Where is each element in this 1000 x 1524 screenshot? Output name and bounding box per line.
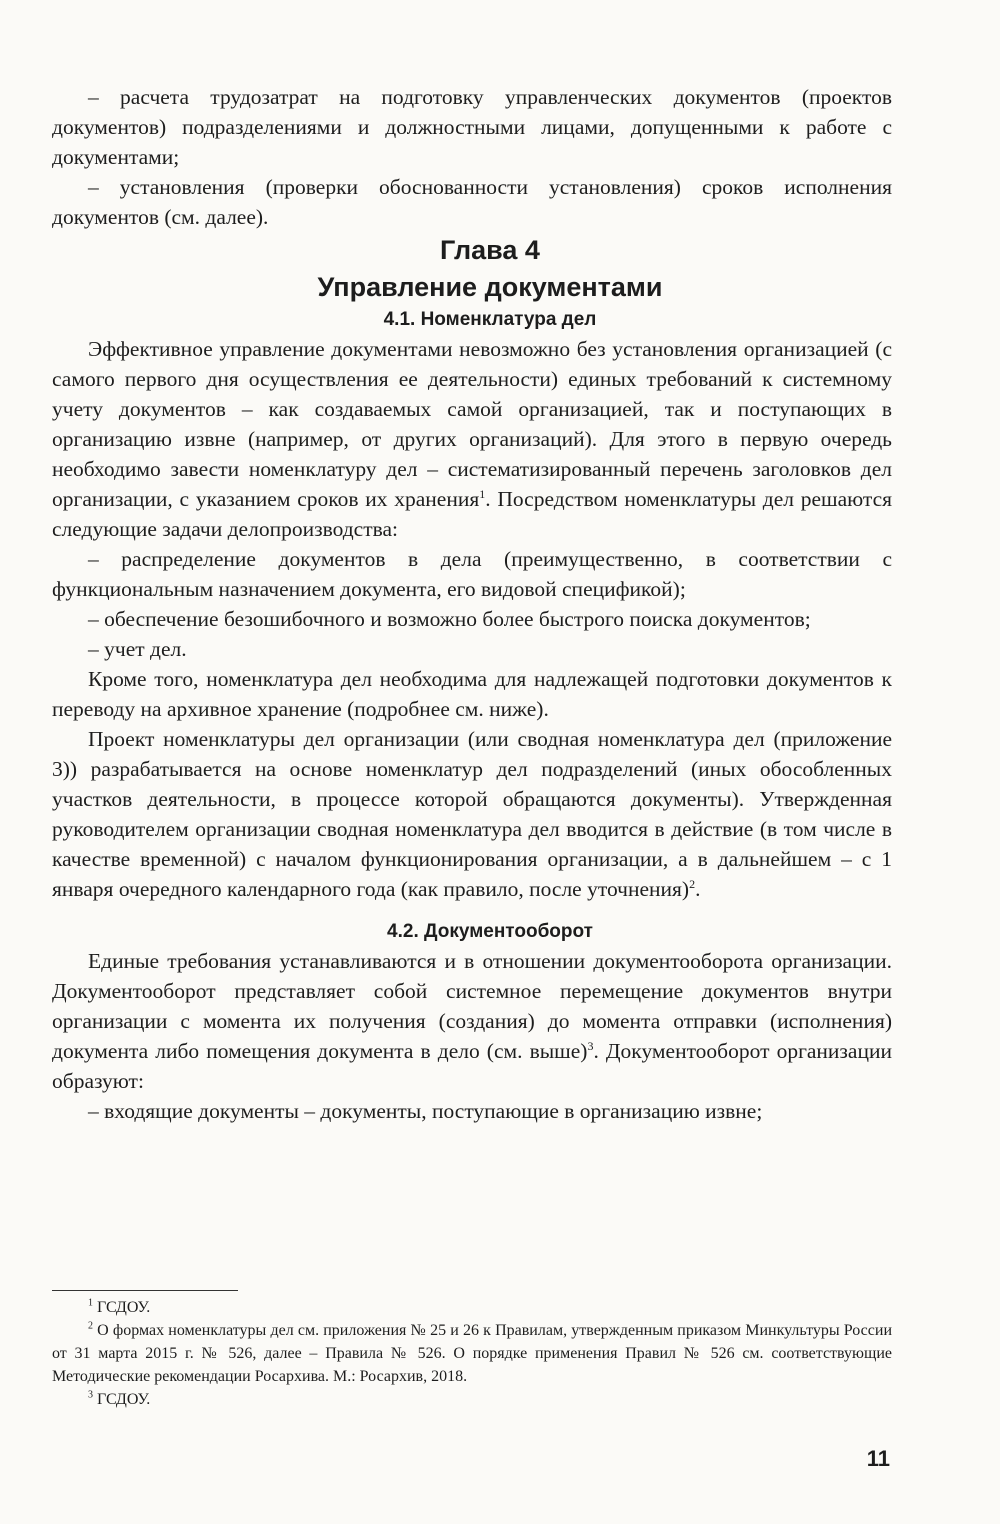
section2-paragraph-1 — [52, 946, 892, 1096]
section1-paragraph-1 — [52, 334, 892, 544]
footnote-3 — [52, 1388, 892, 1411]
footnotes — [52, 1296, 892, 1411]
page-number: 11 — [866, 1446, 890, 1471]
footnote-ref-1: 1 — [479, 486, 486, 501]
footnote-number: 2 — [88, 1320, 93, 1332]
section2-paragraph-1-end: . Документооборот организации образуют: — [52, 1039, 892, 1093]
footnote-number: 3 — [88, 1389, 93, 1401]
list-item: – распределение документов в дела (преимущественно, в соответствии с функциональным назначением документа, его видовой спецификой); — [52, 547, 892, 601]
intro-item-2: – установления (проверки обоснованности установления) сроков исполнения документов (см. далее). — [52, 175, 892, 229]
footnote-1 — [52, 1296, 892, 1319]
section1-paragraph-1-text: Эффективное управление документами невозможно без установления организацией (с самого первого дня осуществления ее деятельности) единых требований к системному учету документов – как создаваемых самой организацией, так и поступающих в организацию извне (например, от других организаций). Для этого в первую очередь необходимо завести номенклатуру дел – систематизированный перечень заголовков дел организации, с указанием сроков их хранения — [52, 337, 892, 511]
footnote-text: ГСДОУ. — [93, 1299, 151, 1316]
section1-paragraph-2: Кроме того, номенклатура дел необходима для надлежащей подготовки документов к переводу на архивное хранение (подробнее см. ниже). — [52, 667, 892, 721]
section1-paragraph-3-end: . — [695, 877, 701, 901]
footnote-number: 1 — [88, 1297, 93, 1309]
intro-item-1: – расчета трудозатрат на подготовку управленческих документов (проектов документов) подразделениями и должностными лицами, допущенными к работе с документами; — [52, 85, 892, 169]
section1-paragraph-3 — [52, 724, 892, 904]
main-text — [52, 82, 892, 1126]
footnote-ref-2: 2 — [689, 876, 696, 891]
list-item: – обеспечение безошибочного и возможно более быстрого поиска документов; — [88, 607, 811, 631]
chapter-title: Управление документами — [317, 272, 663, 302]
section-title-4-1: 4.1. Номенклатура дел — [383, 309, 597, 330]
list-item: – входящие документы – документы, поступающие в организацию извне; — [88, 1099, 763, 1123]
footnote-text: ГСДОУ. — [93, 1391, 151, 1408]
footnote-text: О формах номенклатуры дел см. приложения № 25 и 26 к Правилам, утвержденным приказом Минкультуры России от 31 марта 2015 г. № 526, далее – Правила № 526. О порядке применения Правил № 526 см. соответствующие Методические рекомендации Росархива. М.: Росархив, 2018. — [52, 1322, 892, 1385]
list-item: – учет дел. — [88, 637, 187, 661]
section1-paragraph-3-text: Проект номенклатуры дел организации (или сводная номенклатура дел (приложение 3)) разрабатывается на основе номенклатур дел подразделений (иных обособленных участков деятельности, в процессе которой обращаются документы). Утвержденная руководителем организации сводная номенклатура дел вводится в действие (в том числе в качестве временной) с началом функционирования организации, а в дальнейшем – с 1 января очередного календарного года (как правило, после уточнения) — [52, 727, 892, 901]
footnote-separator — [52, 1290, 238, 1291]
chapter-number: Глава 4 — [440, 235, 540, 265]
section-title-4-2: 4.2. Документооборот — [387, 921, 593, 942]
section2-paragraph-1-text: Единые требования устанавливаются и в отношении документооборота организации. Документооборот представляет собой системное перемещение документов внутри организации с момента их получения (создания) до момента отправки (исполнения) документа либо помещения документа в дело (см. выше) — [52, 949, 892, 1063]
footnote-ref-3: 3 — [587, 1038, 594, 1053]
footnote-2 — [52, 1319, 892, 1388]
section1-paragraph-1-end: . Посредством номенклатуры дел решаются следующие задачи делопроизводства: — [52, 487, 892, 541]
